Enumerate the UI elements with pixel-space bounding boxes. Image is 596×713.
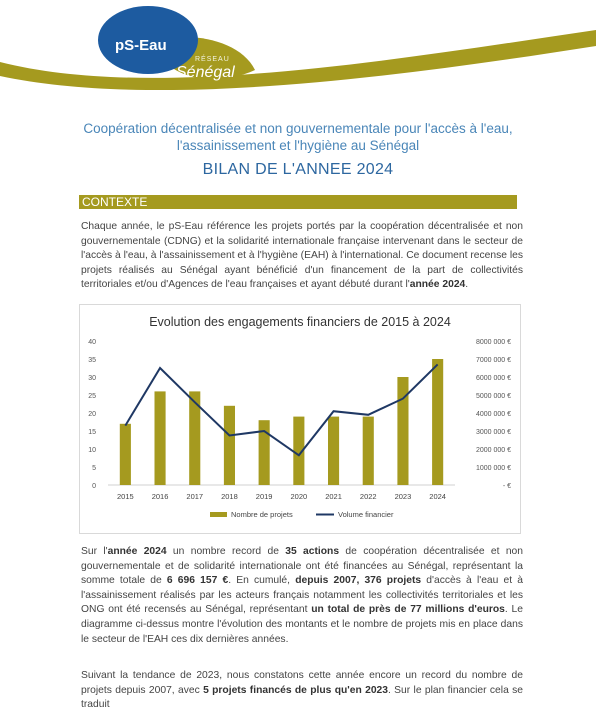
right-axis-tick-label: - € xyxy=(502,483,511,490)
right-axis-tick-label: 5000 000 € xyxy=(475,393,511,400)
bar-nombre-de-projets xyxy=(328,417,339,485)
right-axis-tick-label: 2000 000 € xyxy=(475,447,511,454)
document-subtitle xyxy=(40,120,556,154)
left-axis-tick-label: 25 xyxy=(88,393,96,400)
p3-s1: Suivant la tendance de 2023, nous constatons cette année encore un record du nombre de projets depuis 2007, avec xyxy=(81,670,523,696)
right-axis-tick-label: 6000 000 € xyxy=(475,375,511,382)
chart-container xyxy=(79,304,521,534)
p3-b1: 5 projets financés de plus qu'en 2023 xyxy=(203,684,388,696)
country-label: Sénégal xyxy=(176,64,235,81)
chart-title: Evolution des engagements financiers de 2015 à 2024 xyxy=(149,315,451,329)
right-axis-tick-label: 8000 000 € xyxy=(475,339,511,346)
x-axis-tick-label: 2016 xyxy=(151,492,169,501)
right-axis-tick-label: 4000 000 € xyxy=(475,411,511,418)
p2-s3: de coopération décentralisée et non gouvernementale et de solidarité internationale ont été financées au Sénégal, représentant la somme totale de xyxy=(81,546,524,587)
bar-nombre-de-projets xyxy=(432,359,443,485)
section-heading-contexte: CONTEXTE xyxy=(79,195,517,209)
logo: pS-Eau xyxy=(115,37,167,54)
left-axis-tick-label: 20 xyxy=(88,411,96,418)
p2-s6: . Le diagramme ci-dessus montre l'évolution des montants et le nombre de projets mis en place dans le secteur de l'EAH ces dix dernières années. xyxy=(81,604,523,645)
legend-label-nombre-de-projets: Nombre de projets xyxy=(231,510,293,519)
legend-label-volume-financier: Volume financier xyxy=(338,510,394,519)
left-axis-tick-label: 35 xyxy=(88,357,96,364)
paragraph-context xyxy=(81,220,523,293)
bar-nombre-de-projets xyxy=(259,420,270,485)
left-axis-tick-label: 40 xyxy=(88,339,96,346)
p2-s1: Sur l' xyxy=(81,546,108,557)
paragraph-trend xyxy=(81,669,523,713)
x-axis-tick-label: 2015 xyxy=(117,492,134,501)
bar-nombre-de-projets xyxy=(397,377,408,485)
x-axis-tick-label: 2022 xyxy=(359,492,377,501)
left-axis-tick-label: 30 xyxy=(88,375,96,382)
p2-s4: . En cumulé, xyxy=(228,575,296,587)
p3-s2: . Sur le plan financier cela se traduit xyxy=(81,684,523,711)
right-axis-tick-label: 7000 000 € xyxy=(475,357,511,364)
p2-s2: un nombre record de xyxy=(166,546,286,557)
x-axis-tick-label: 2024 xyxy=(429,492,446,501)
document-title: BILAN DE L'ANNEE 2024 xyxy=(202,161,394,178)
p1-text: Chaque année, le pS-Eau référence les projets portés par la coopération décentralisée et non gouvernementale (CDNG) et la solidarité internationale française intervenant dans le secteur de l'accès à l'eau, à l'assainissement et à l'hygiène (EAH) à l'international. Ce document recense les projets réalisés au Sénégal ayant bénéficié d'un financement de la part de collectivités territoriales et/ou d'Agences de l'eau françaises et ayant débuté durant l' xyxy=(81,221,523,291)
subtitle-line-1: Coopération décentralisée et non gouvernementale pour l'accès à l'eau, xyxy=(83,121,513,136)
legend-swatch-nombre-de-projets xyxy=(210,512,227,517)
p2-b2: 35 actions xyxy=(285,546,340,557)
x-axis-tick-label: 2017 xyxy=(186,492,204,501)
line-volume-financier xyxy=(125,364,437,455)
p2-s5: d'accès à l'eau et à l'assainissement réalisés par les acteurs français notamment les collectivités territoriales et les ONG ont été recensés au Sénégal, représentant xyxy=(81,575,524,616)
bar-nombre-de-projets xyxy=(224,406,235,485)
olive-swoosh xyxy=(0,30,596,90)
p2-b3: 6 696 157 € xyxy=(166,575,229,587)
subtitle-line-2: l'assainissement et l'hygiène au Sénégal xyxy=(176,138,420,153)
left-axis-tick-label: 10 xyxy=(88,447,96,454)
p2-b5: un total de près de 77 millions d'euros xyxy=(311,604,505,616)
p2-b4: depuis 2007, 376 projets xyxy=(295,575,422,587)
bar-nombre-de-projets xyxy=(363,417,374,485)
header-banner xyxy=(0,0,596,90)
right-axis-tick-label: 3000 000 € xyxy=(475,429,511,436)
p1-end: . xyxy=(465,279,469,291)
left-axis-tick-label: 5 xyxy=(92,465,96,472)
x-axis-tick-label: 2021 xyxy=(325,492,342,501)
x-axis-tick-label: 2018 xyxy=(221,492,238,501)
x-axis-tick-label: 2019 xyxy=(255,492,273,501)
network-label: RÉSEAU xyxy=(195,56,230,63)
left-axis-tick-label: 15 xyxy=(88,429,96,436)
chart-svg xyxy=(80,305,520,533)
p2-b1: année 2024 xyxy=(107,546,167,557)
x-axis-tick-label: 2023 xyxy=(394,492,412,501)
p1-bold: année 2024 xyxy=(409,279,466,291)
x-axis-tick-label: 2020 xyxy=(290,492,308,501)
bar-nombre-de-projets xyxy=(154,391,165,485)
right-axis-tick-label: 1000 000 € xyxy=(475,465,511,472)
paragraph-summary xyxy=(81,545,523,647)
left-axis-tick-label: 0 xyxy=(92,483,96,490)
bar-nombre-de-projets xyxy=(120,424,131,485)
